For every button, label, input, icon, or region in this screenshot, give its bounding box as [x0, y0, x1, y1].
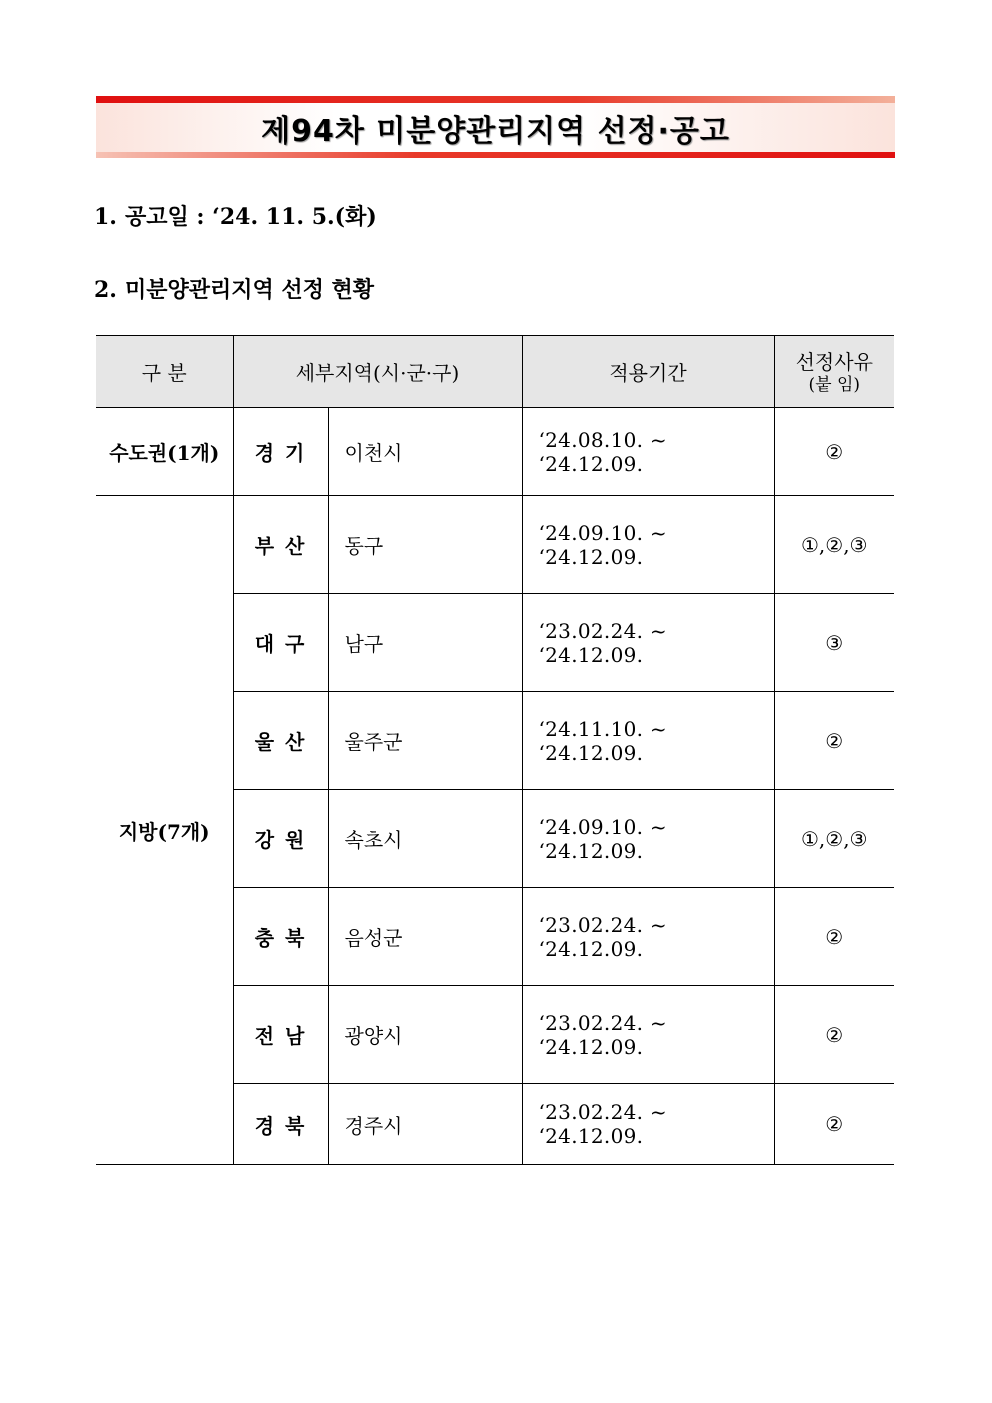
province-cell: 경 북: [233, 1084, 328, 1165]
district-cell: 울주군: [328, 692, 522, 790]
period-cell: ‘24.08.10. ~ ‘24.12.09.: [522, 408, 774, 496]
table-row: [96, 496, 894, 594]
province-cell: 충 북: [233, 888, 328, 986]
period-cell: ‘23.02.24. ~ ‘24.12.09.: [522, 1084, 774, 1165]
section-announcement-date: [94, 200, 377, 231]
province-cell: 전 남: [233, 986, 328, 1084]
title-bar-bottom: [96, 152, 895, 158]
header-category: 구 분: [96, 336, 233, 408]
header-reason: [774, 336, 894, 408]
district-cell: 경주시: [328, 1084, 522, 1165]
title-bar-top: [96, 96, 895, 103]
reason-cell: ②: [774, 1084, 894, 1165]
period-cell: ‘24.09.10. ~ ‘24.12.09.: [522, 496, 774, 594]
district-cell: 이천시: [328, 408, 522, 496]
table-row: [96, 408, 894, 496]
period-cell: ‘23.02.24. ~ ‘24.12.09.: [522, 888, 774, 986]
province-cell: 부 산: [233, 496, 328, 594]
period-cell: ‘24.09.10. ~ ‘24.12.09.: [522, 790, 774, 888]
title-banner: [96, 96, 895, 158]
district-cell: 동구: [328, 496, 522, 594]
group-cell-regional: 지방(7개): [96, 496, 233, 1165]
period-cell: ‘24.11.10. ~ ‘24.12.09.: [522, 692, 774, 790]
reason-cell: ①,②,③: [774, 496, 894, 594]
page-title: 제94차 미분양관리지역 선정·공고: [261, 113, 730, 149]
province-cell: 경 기: [233, 408, 328, 496]
header-period: 적용기간: [522, 336, 774, 408]
province-cell: 대 구: [233, 594, 328, 692]
reason-cell: ②: [774, 986, 894, 1084]
section-designation-status: [94, 273, 374, 304]
district-cell: 속초시: [328, 790, 522, 888]
section-text: 공고일 : ‘24. 11. 5.(화): [124, 204, 377, 230]
reason-cell: ②: [774, 888, 894, 986]
header-reason-label: 선정사유: [795, 349, 873, 374]
group-cell-capital: 수도권(1개): [96, 408, 233, 496]
period-cell: ‘23.02.24. ~ ‘24.12.09.: [522, 986, 774, 1084]
reason-cell: ②: [774, 692, 894, 790]
section-number: 1.: [94, 204, 117, 230]
header-region: 세부지역(시·군·구): [233, 336, 522, 408]
section-text: 미분양관리지역 선정 현황: [124, 277, 375, 303]
district-cell: 음성군: [328, 888, 522, 986]
reason-cell: ①,②,③: [774, 790, 894, 888]
province-cell: 울 산: [233, 692, 328, 790]
district-cell: 남구: [328, 594, 522, 692]
district-cell: 광양시: [328, 986, 522, 1084]
reason-cell: ②: [774, 408, 894, 496]
table-header-row: [96, 336, 894, 408]
period-cell: ‘23.02.24. ~ ‘24.12.09.: [522, 594, 774, 692]
designation-table: [96, 335, 894, 1165]
header-reason-note: (붙 임): [808, 374, 860, 395]
section-number: 2.: [94, 277, 117, 303]
reason-cell: ③: [774, 594, 894, 692]
province-cell: 강 원: [233, 790, 328, 888]
